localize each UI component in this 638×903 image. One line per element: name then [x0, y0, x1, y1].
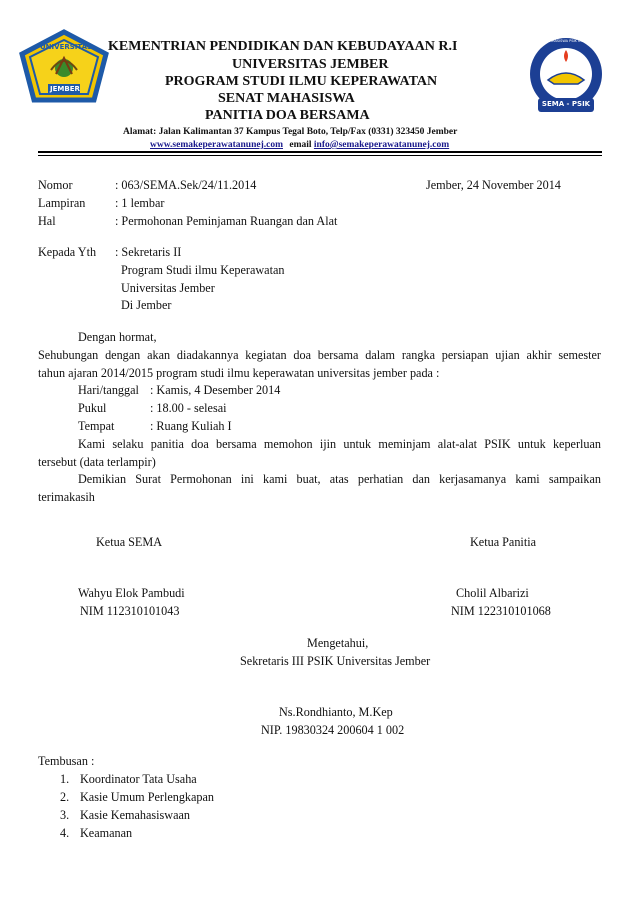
signature-right-title: Ketua Panitia — [470, 535, 536, 549]
lampiran-value: : 1 lembar — [115, 196, 165, 210]
header-rule-thick — [38, 151, 602, 153]
recipient-line4: Di Jember — [121, 298, 172, 312]
signature-left-title: Ketua SEMA — [96, 535, 163, 549]
signature-center-name: Ns.Rondhianto, M.Kep — [279, 705, 393, 719]
header-rule-thin — [38, 155, 602, 156]
signature-left-nim: NIM 112310101043 — [80, 604, 180, 618]
pukul-value: : 18.00 - selesai — [150, 401, 227, 415]
logo-right-text-banner: SEMA - PSIK — [541, 100, 591, 108]
tembusan-item-num: 2. — [60, 790, 70, 804]
signature-right-nim: NIM 122310101068 — [451, 604, 551, 618]
university-logo-icon — [18, 30, 110, 110]
tempat-value: : Ruang Kuliah I — [150, 419, 232, 433]
recipient-line1: : Sekretaris II — [115, 245, 182, 259]
recipient-line2: Program Studi ilmu Keperawatan — [121, 263, 285, 277]
tembusan-item: Kasie Umum Perlengkapan — [80, 790, 215, 804]
recipient-label: Kepada Yth — [38, 245, 97, 259]
header-university: UNIVERSITAS JEMBER — [232, 57, 389, 72]
signature-center-nip: NIP. 19830324 200604 1 002 — [261, 723, 405, 737]
website-link[interactable]: www.semakeperawatanunej.com — [150, 140, 283, 150]
header-address: Alamat: Jalan Kalimantan 37 Kampus Tegal Boto, Telp/Fax (0331) 323450 Jember — [123, 127, 458, 137]
tembusan-item: Keamanan — [80, 826, 133, 840]
lampiran-label: Lampiran — [38, 196, 86, 210]
header-senate: SENAT MAHASISWA — [218, 91, 355, 106]
logo-left-text-bottom: JEMBER — [50, 85, 80, 93]
paragraph2-line1: Kami selaku panitia doa bersama memohon ijin untuk meminjam alat-alat PSIK untuk keperluan — [78, 437, 601, 451]
paragraph1-line2: tahun ajaran 2014/2015 program studi ilmu keperawatan universitas jember pada : — [38, 366, 440, 380]
nomor-label: Nomor — [38, 178, 73, 192]
sema-psik-logo — [528, 36, 616, 124]
hal-value: : Permohonan Peminjaman Ruangan dan Alat — [115, 214, 338, 228]
hal-label: Hal — [38, 214, 56, 228]
tembusan-label: Tembusan : — [38, 754, 95, 768]
paragraph3-line1: Demikian Surat Permohonan ini kami buat, atas perhatian dan kerjasamanya kami sampaikan — [78, 472, 601, 486]
paragraph1-line1: Sehubungan dengan akan diadakannya kegiatan doa bersama dalam rangka persiapan ujian akhir semester — [38, 348, 601, 362]
tembusan-item: Koordinator Tata Usaha — [80, 772, 197, 786]
hari-label: Hari/tanggal — [78, 383, 139, 397]
university-logo — [18, 30, 110, 110]
signature-left-name: Wahyu Elok Pambudi — [78, 586, 185, 600]
hari-value: : Kamis, 4 Desember 2014 — [150, 383, 281, 397]
logo-left-text-top: UNIVERSITAS — [40, 43, 93, 51]
tempat-label: Tempat — [78, 419, 115, 433]
logo-right-text-ring: SENAT MAHASISWA PSIK UNIVERSITAS JEMBER — [534, 39, 616, 43]
greeting: Dengan hormat, — [78, 330, 157, 344]
header-committee: PANITIA DOA BERSAMA — [205, 108, 370, 123]
recipient-line3: Universitas Jember — [121, 281, 215, 295]
signature-right-name: Cholil Albarizi — [456, 586, 529, 600]
signature-center-title2: Sekretaris III PSIK Universitas Jember — [240, 654, 431, 668]
sema-psik-logo-icon — [528, 36, 616, 124]
paragraph3-line2: terimakasih — [38, 490, 95, 504]
email-label: email — [289, 140, 312, 150]
signature-center-title1: Mengetahui, — [307, 636, 369, 650]
tembusan-item-num: 1. — [60, 772, 70, 786]
paragraph2-line2: tersebut (data terlampir) — [38, 455, 156, 469]
nomor-value: : 063/SEMA.Sek/24/11.2014 — [115, 178, 257, 192]
pukul-label: Pukul — [78, 401, 107, 415]
header-ministry: KEMENTRIAN PENDIDIKAN DAN KEBUDAYAAN R.I — [108, 39, 458, 54]
letter-date: Jember, 24 November 2014 — [426, 178, 561, 192]
tembusan-item-num: 3. — [60, 808, 70, 822]
header-contacts — [150, 140, 449, 150]
header-program: PROGRAM STUDI ILMU KEPERAWATAN — [165, 74, 438, 89]
tembusan-item: Kasie Kemahasiswaan — [80, 808, 190, 822]
tembusan-item-num: 4. — [60, 826, 70, 840]
email-link[interactable]: info@semakeperawatanunej.com — [313, 140, 450, 150]
